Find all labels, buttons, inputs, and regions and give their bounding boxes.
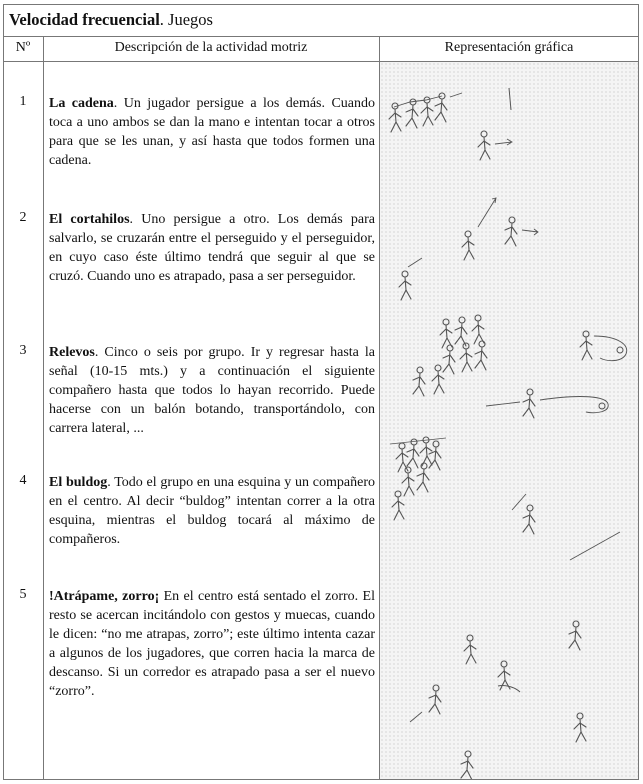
sketch-el-buldog (390, 437, 620, 560)
activity-name: El cortahilos (49, 212, 130, 227)
activity-number: 1 (19, 94, 27, 109)
activity-text: En el centro está sentado el zorro. El resto se acercan incitándolo con gestos y muecas, cuando le dicen: “no me atrapas, zorro”; este último intenta cazar a algunos de los jugadores, que corren hacia la marca de descanso. Si un corredor es atrapado pasa a ser el nuevo “zorro”. (49, 589, 375, 699)
activity-description (49, 473, 375, 549)
header-description: Descripción de la actividad motriz (114, 40, 308, 55)
sketch-atrapame-zorro (410, 621, 586, 779)
page-title (9, 10, 213, 30)
activity-text: . Cinco o seis por grupo. Ir y regresar hasta la señal (10-15 mts.) y a continuación el siguiente compañero hasta que todos lo hayan recorrido. Puede hacerse con un balón botando, transportándolo, con carrera lateral, ... (49, 345, 375, 436)
activity-name: Relevos (49, 345, 95, 360)
activity-description (49, 94, 375, 170)
activity-name: El buldog (49, 475, 108, 490)
activity-number: 3 (19, 343, 27, 358)
title-row (3, 4, 639, 37)
activity-text: . Un jugador persigue a los demás. Cuando toca a uno ambos se dan la mano e intentan tocar a otros para que se les unan, y así hasta que todos formen una cadena. (49, 96, 375, 168)
activity-number: 5 (19, 587, 27, 602)
activity-description (49, 587, 375, 701)
header-illustration: Representación gráfica (444, 40, 574, 55)
activity-name: !Atrápame, zorro¡ (49, 589, 160, 604)
table-header (3, 37, 639, 62)
sketch-la-cadena (389, 88, 512, 160)
sketch-relevos (413, 315, 627, 418)
title-bold: Velocidad frecuencial (9, 10, 160, 29)
activity-text: . Todo el grupo en una esquina y un compañero en el centro. Al decir “buldog” intentan correr a la otra esquina, mientras el buldog tocará al máximo de compañeros. (49, 475, 375, 547)
activity-name: La cadena (49, 96, 114, 111)
activity-description (49, 343, 375, 438)
activity-number: 2 (19, 210, 27, 225)
activity-text: . Uno persigue a otro. Los demás para salvarlo, se cruzarán entre el perseguido y el perseguidor, en cuyo caso éste último tendrá que seguir al que se cruzó. Cuando uno es atrapado, pasa a ser perseguidor. (49, 212, 375, 284)
column-divider (43, 37, 44, 780)
illustration-panel (380, 62, 638, 779)
sketch-el-cortahilos (399, 198, 538, 300)
sketch-illustrations (380, 62, 638, 779)
title-rest: . Juegos (159, 10, 213, 29)
activity-description (49, 210, 375, 286)
activity-number: 4 (19, 473, 27, 488)
header-number: Nº (15, 40, 31, 55)
